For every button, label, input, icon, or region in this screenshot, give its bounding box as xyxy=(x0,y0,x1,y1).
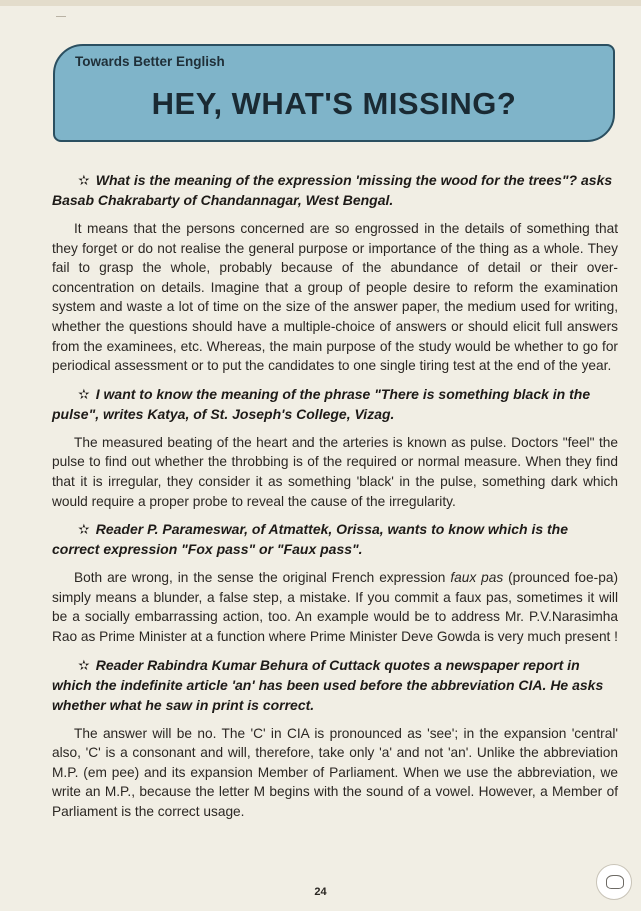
library-stamp-logo xyxy=(596,864,632,900)
answer-3-part-1: Both are wrong, in the sense the original French expression xyxy=(74,570,451,586)
answer-4: The answer will be no. The 'C' in CIA is pronounced as 'see'; in the expansion 'central' also, 'C' is a consonant and will, therefore, take only 'a' and not 'an'. Unlike the abbreviation M.P. (em pee) and its expansion Member of Parliament. When we use the abbreviation, we write an M.P., because the letter M begins with the sound of a vowel. However, a Member of Parliament is the correct usage. xyxy=(52,725,618,819)
answer-3-part-2: (prounced foe-pa) simply means a blunder, a false step, a mistake. If you commit a faux pas, sometimes it will be a socially embarrassing action, too. An example would be to address Mr. P.V.Narasimha Rao as Prime Minister at a function where Prime Minister Deve Gowda is very much present ! xyxy=(52,570,618,644)
article-body xyxy=(52,170,618,829)
scan-mark xyxy=(56,16,66,17)
star-outline-icon: ✫ xyxy=(78,172,90,188)
answer-3-term: faux pas xyxy=(450,570,504,586)
page-number: 24 xyxy=(314,886,327,898)
star-outline-icon: ✫ xyxy=(78,656,90,673)
question-2-text: I want to know the meaning of the phrase "There is something black in the pulse", writes Katya, of St. Joseph's College, Vizag. xyxy=(52,385,591,422)
question-1-text: What is the meaning of the expression 'missing the wood for the trees"? asks Basab Chakrabarty of Chandannagar, West Bengal. xyxy=(52,172,613,208)
question-4-text: Reader Rabindra Kumar Behura of Cuttack quotes a newspaper report in which the indefinite article 'an' has been used before the abbreviation CIA. He asks whether what he saw in print is correct. xyxy=(52,656,604,713)
answer-2: The measured beating of the heart and the arteries is known as pulse. Doctors "feel" the pulse to find out whether the throbbing is of the required or normal measure. When they find that it is irregular, they consider it as something 'black' in the pulse, something dark which would require a proper probe to reveal the cause of the irregularity. xyxy=(52,434,618,509)
column-kicker: Towards Better English xyxy=(75,54,225,69)
answer-3 xyxy=(52,568,618,646)
question-3-text: Reader P. Parameswar, of Atmattek, Orissa, wants to know which is the correct expression "Fox pass" or "Faux pass". xyxy=(52,521,569,558)
star-outline-icon: ✫ xyxy=(78,385,90,402)
question-1 xyxy=(52,170,618,210)
question-4 xyxy=(52,655,618,715)
header-panel xyxy=(53,44,615,142)
top-border xyxy=(0,0,641,6)
question-2 xyxy=(52,384,618,424)
star-outline-icon: ✫ xyxy=(78,521,90,538)
answer-1: It means that the persons concerned are so engrossed in the details of something that they forget or do not realise the general purpose or importance of the thing as a whole. They fail to grasp the whole, probably because of the abundance of detail or their over-concentration on details. Imagine that a group of people desire to reform the examination system and waste a lot of time on the size of the answer paper, the medium used for writing, whether the questions should have a multiple-choice of answers or should elicit full answers from the examinees, etc. Whereas, the main purpose of the study would be whether to go for periodical assessment or to put the candidates to one single tiring test at the end of the year. xyxy=(52,221,618,374)
page-title: HEY, WHAT'S MISSING? xyxy=(151,86,517,121)
question-3 xyxy=(52,519,618,559)
